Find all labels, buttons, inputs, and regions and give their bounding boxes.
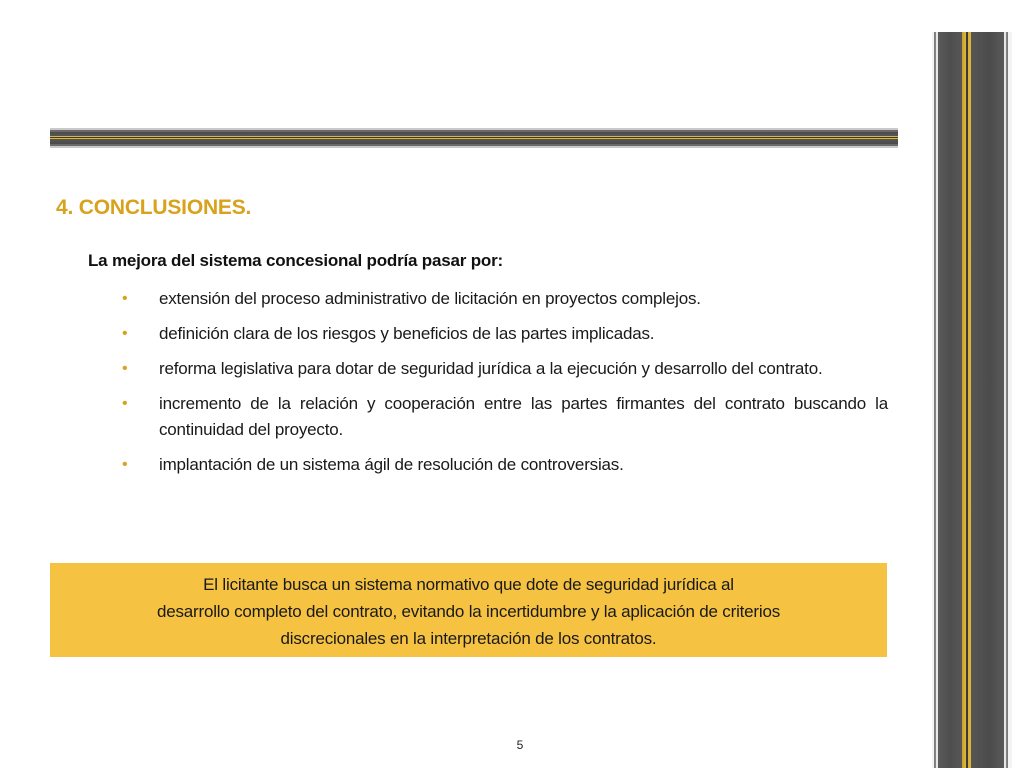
bullet-icon: • — [122, 395, 128, 412]
road-decoration-vertical — [932, 32, 1012, 768]
conclusions-list — [122, 286, 888, 487]
slide-title: 4. CONCLUSIONES. — [56, 196, 252, 219]
bullet-icon: • — [122, 360, 128, 377]
callout-line: desarrollo completo del contrato, evitando la incertidumbre y la aplicación de criterios — [156, 602, 781, 621]
bullet-icon: • — [122, 456, 128, 473]
list-item — [122, 321, 888, 347]
list-item-text: extensión del proceso administrativo de licitación en proyectos complejos. — [159, 289, 701, 308]
list-item-text: reforma legislativa para dotar de seguridad jurídica a la ejecución y desarrollo del contrato. — [159, 359, 823, 378]
list-item — [122, 286, 888, 312]
intro-text: La mejora del sistema concesional podría pasar por: — [88, 251, 503, 270]
list-item-text: definición clara de los riesgos y beneficios de las partes implicadas. — [159, 324, 655, 343]
callout-line: El licitante busca un sistema normativo que dote de seguridad jurídica al — [203, 575, 734, 594]
list-item — [122, 356, 888, 382]
list-item — [122, 452, 888, 478]
bullet-icon: • — [122, 290, 128, 307]
callout-box — [50, 563, 887, 657]
page-number: 5 — [516, 738, 524, 752]
callout-line: discrecionales en la interpretación de los contratos. — [280, 629, 657, 648]
bullet-icon: • — [122, 325, 128, 342]
road-divider-horizontal — [50, 128, 898, 148]
list-item-text: incremento de la relación y cooperación entre las partes firmantes del contrato buscando la continuidad del proyecto. — [159, 394, 888, 439]
list-item-text: implantación de un sistema ágil de resolución de controversias. — [159, 455, 624, 474]
list-item — [122, 391, 888, 443]
